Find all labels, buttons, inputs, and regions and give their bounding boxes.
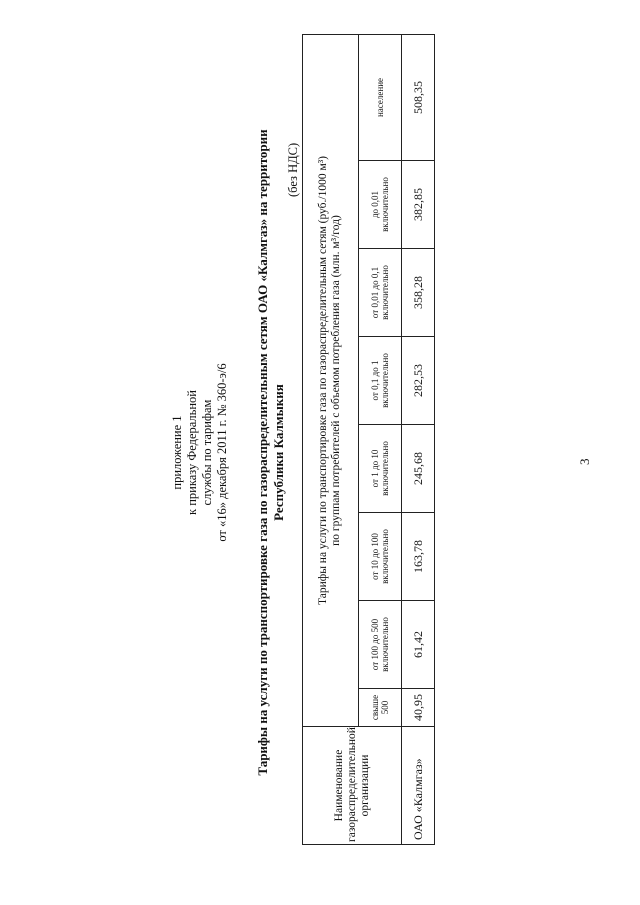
column-header: от 0,1 до 1 включительно (358, 337, 401, 425)
tariff-value-cell: 40,95 (402, 689, 435, 727)
tariff-value-cell: 508,35 (402, 35, 435, 161)
appendix-line-1: приложение 1 (170, 415, 184, 490)
page-number: 3 (577, 458, 592, 465)
tariff-group-header-line-2: по группам потребителей с объемом потребления газа (млн. м³/год) (330, 215, 343, 546)
org-name-cell: ОАО «Калмгаз» (402, 727, 435, 845)
tariff-value-cell: 358,28 (402, 249, 435, 337)
document-title (255, 0, 287, 905)
appendix-line-3: службы по тарифам (200, 399, 214, 506)
tariff-value-cell: 245,68 (402, 425, 435, 513)
appendix-line-4: от «16» декабря 2011 г. № 360-э/6 (215, 363, 229, 542)
appendix-reference (170, 0, 230, 905)
column-header: население (358, 35, 401, 161)
table-header-row (303, 35, 359, 845)
tariff-value-cell: 61,42 (402, 601, 435, 689)
title-line-2: Республики Калмыкия (271, 384, 286, 521)
appendix-line-2: к приказу Федеральной (185, 390, 199, 515)
org-column-header: Наименование газораспределительной организации (303, 727, 402, 845)
tariff-value-cell: 282,53 (402, 337, 435, 425)
column-header: от 10 до 100 включительно (358, 513, 401, 601)
vat-note: (без НДС) (286, 142, 300, 197)
column-header: от 1 до 10 включительно (358, 425, 401, 513)
table-row (402, 35, 435, 845)
title-line-1: Тарифы на услуги по транспортировке газа по газораспределительным сетям ОАО «Калмгаз» на территории (255, 129, 270, 776)
column-header: до 0,01 включительно (358, 161, 401, 249)
table-subheader-row (358, 35, 401, 845)
tariff-value-cell: 382,85 (402, 161, 435, 249)
tariff-table (302, 34, 435, 845)
tariff-group-header-line-1: Тарифы на услуги по транспортировке газа по газораспределительным сетям (руб./1000 м³) (317, 156, 330, 605)
column-header: свыше 500 (358, 689, 401, 727)
tariff-value-cell: 163,78 (402, 513, 435, 601)
tariff-group-header (303, 35, 359, 727)
column-header: от 0,01 до 0,1 включительно (358, 249, 401, 337)
column-header: от 100 до 500 включительно (358, 601, 401, 689)
